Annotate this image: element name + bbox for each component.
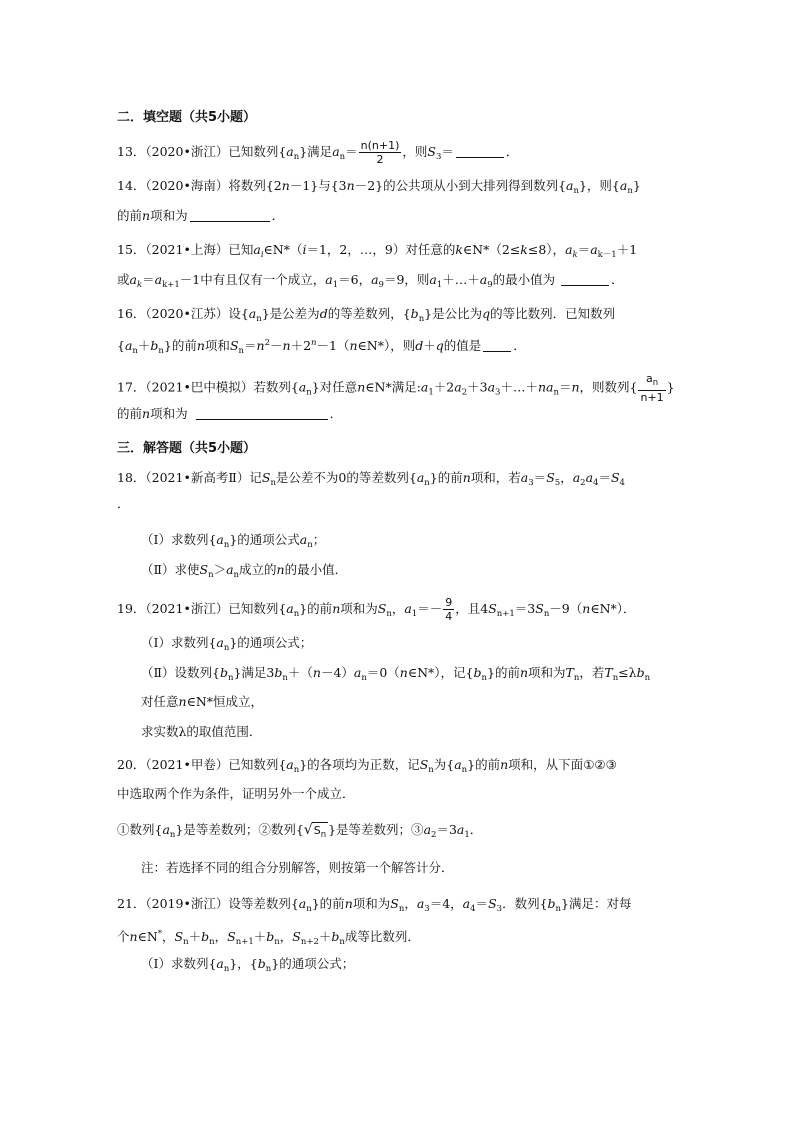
question-19-part-2: （Ⅱ）设数列$\{b_n\}$满足$3b_n+(n-4)a_n=0(n\in N*)$，记$\{b_n\}$的前n项和为$T_n$，若$T_n\le\lambda b_n$ [141, 665, 651, 683]
question-number: 20． [117, 757, 146, 772]
question-15-line-2: 或$a_k=a_{k+1}-1$中有且仅有一个成立，$a_1=6$，$a_9=9$，则$a_1+\dots+a_9$的最小值为 ． [117, 272, 624, 290]
sqrt-sn: $S_n$ [312, 822, 328, 843]
question-source: （2021•浙江） [145, 601, 229, 616]
section-heading-fill-in: 二．填空题（共5小题） [117, 110, 257, 125]
question-source: （2021•上海） [145, 242, 229, 257]
question-number: 17． [117, 379, 146, 395]
question-19-part-2-line-2: 对任意n∈N*恒成立， [141, 694, 264, 709]
question-16-line-2: $\{a_n+b_n\}$的前n项和$S_n=n^2-n+2^n-1(n\in N*)$，则d＋q的值是 ． [117, 338, 526, 356]
answer-blank[interactable] [456, 145, 504, 158]
question-19: 19．（2021•浙江）已知数列$\{a_n\}$的前n项和为$S_n$，$a_1=-$ $\frac{9}{4}$ ，且$4S_{n+1}=3S_n-9(n\in N*)$． [117, 596, 636, 623]
answer-blank[interactable] [483, 339, 511, 352]
question-source: （2021•甲卷） [145, 757, 229, 772]
question-source: （2020•江苏） [145, 306, 229, 321]
question-source: （2020•海南） [145, 178, 229, 193]
question-19-part-2-line-3: 求实数λ的取值范围． [141, 724, 262, 739]
question-source: （2021•新高考Ⅱ） [145, 470, 250, 485]
answer-blank[interactable] [561, 273, 609, 286]
question-source: （2021•巴中模拟） [145, 379, 254, 395]
question-number: 13． [117, 144, 146, 159]
question-source: （2020•浙江） [145, 144, 229, 159]
fraction-9-over-4: $\frac{9}{4}$ [445, 596, 453, 623]
question-19-part-1: （Ⅰ）求数列$\{a_n\}$的通项公式； [141, 635, 313, 653]
question-number: 18． [117, 470, 146, 485]
question-20: 20．（2021•甲卷）已知数列$\{a_n\}$的各项均为正数，记$S_n$为$\{a_n\}$的前n项和，从下面①②③ [117, 757, 617, 775]
question-21-line-2: 个n∈N*，$S_n+b_n$，$S_{n+1}+b_n$，$S_{n+2}+b_n$成等比数列． [117, 929, 420, 947]
question-21: 21．（2019•浙江）设等差数列$\{a_n\}$的前n项和为$S_n$，$a_3=4$，$a_4=S_3$．数列$\{b_n\}$满足：对每 [117, 896, 632, 914]
question-15: 15．（2021•上海）已知$a_i\in N*(i=1$，2，…，9）对任意的k∈N*（2≤k≤8），$a_k=a_{k-1}+1$ [117, 242, 638, 260]
question-17-line-2: 的前n项和为 ． [117, 406, 343, 421]
question-number: 21． [117, 896, 146, 911]
answer-blank[interactable] [196, 407, 328, 420]
question-number: 14． [117, 178, 146, 193]
section-heading-problem-solving: 三．解答题（共5小题） [117, 441, 257, 456]
question-18-part-2: （Ⅱ）求使$S_n>a_n$成立的n的最小值． [141, 562, 348, 580]
question-number: 15． [117, 242, 146, 257]
question-17: 17．（2021•巴中模拟）若数列$\{a_n\}$对任意n∈N*满足$:a_1+2a_2+3a_3+\dots+na_n=n$，则数列{ $\frac{a_n}{n+1}$ } [117, 372, 675, 404]
question-14-line-2: 的前n项和为 ． [117, 208, 285, 223]
question-18: 18．（2021•新高考Ⅱ）记$S_n$是公差不为0的等差数列$\{a_n\}$的前n项和，若$a_3=S_5$，$a_2a_4=S_4$ [117, 470, 625, 488]
question-number: 19． [117, 601, 146, 616]
square-root-sign: √ [303, 822, 313, 838]
question-21-part-1: （Ⅰ）求数列$\{a_n\}$，$\{b_n\}$的通项公式； [141, 956, 355, 974]
question-20-conditions: ①数列$\{a_n\}$是等差数列；②数列{$√S_n$ }是等差数列；$③a_2=3a_1$． [117, 822, 482, 843]
question-number: 16． [117, 306, 146, 321]
question-14: 14．（2020•海南）将数列{2n－1}与{3n－2}的公共项从小到大排列得到数列$\{a_n\}$，则$\{a_n\}$ [117, 178, 641, 196]
question-18-part-1: （Ⅰ）求数列$\{a_n\}$的通项公式$a_n$； [141, 532, 326, 550]
fraction-n-n-plus-1-over-2: $\frac{n(n+1)}{2}$ [360, 139, 400, 166]
question-20-note: 注：若选择不同的组合分别解答，则按第一个解答计分． [141, 860, 454, 875]
question-18-trailing-period: ． [117, 496, 130, 511]
question-13: 13．（2020•浙江）已知数列$\{a_n\}$满足$a_n=$ $\frac{n(n+1)}{2}$ ，则$S_3=$ ． [117, 139, 519, 166]
question-16: 16．（2020•江苏）设$\{a_n\}$是公差为d的等差数列，$\{b_n\}$是公比为q的等比数列．已知数列 [117, 306, 616, 324]
question-source: （2019•浙江） [145, 896, 229, 911]
fraction-an-over-n-plus-1: $\frac{a_n}{n+1}$ [640, 372, 664, 404]
question-20-line-2: 中选取两个作为条件，证明另外一个成立． [117, 786, 355, 801]
answer-blank[interactable] [190, 209, 270, 222]
